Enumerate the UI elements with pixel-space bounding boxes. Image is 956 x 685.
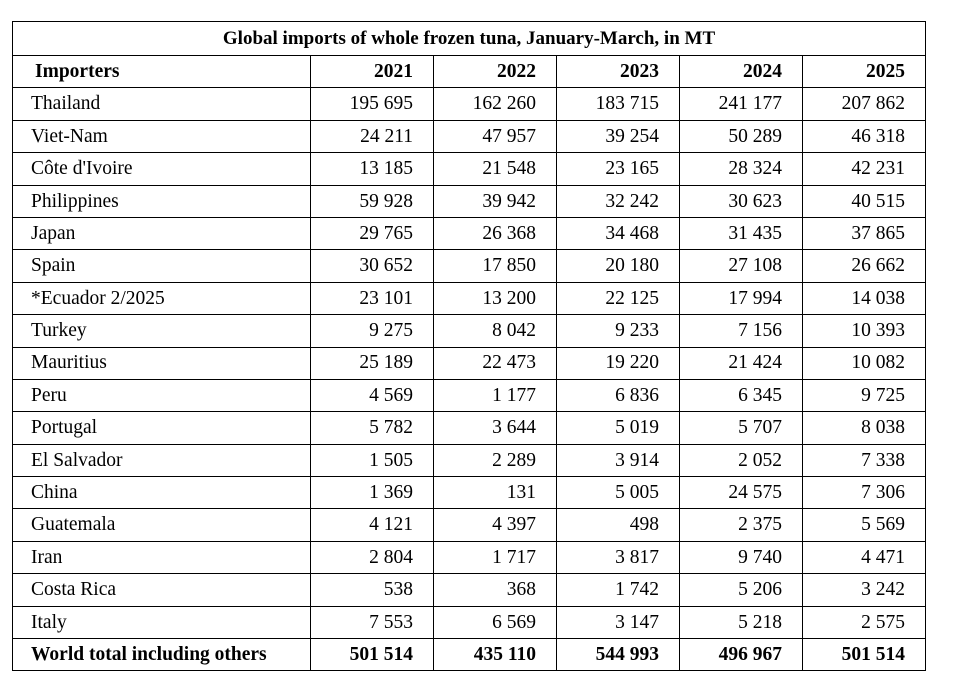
importer-name: Spain [13,250,311,282]
value-cell: 50 289 [680,120,803,152]
value-cell: 27 108 [680,250,803,282]
table-row [13,315,926,347]
importer-name: Peru [13,379,311,411]
value-cell: 5 782 [311,412,434,444]
value-cell: 4 397 [434,509,557,541]
value-cell: 21 424 [680,347,803,379]
total-cell: 501 514 [803,639,926,671]
tuna-imports-table-container [12,21,926,671]
value-cell: 22 473 [434,347,557,379]
value-cell: 23 101 [311,282,434,314]
value-cell: 30 652 [311,250,434,282]
table-row [13,250,926,282]
value-cell: 2 804 [311,541,434,573]
value-cell: 39 942 [434,185,557,217]
value-cell: 1 505 [311,444,434,476]
value-cell: 9 725 [803,379,926,411]
value-cell: 2 575 [803,606,926,638]
importer-name: Italy [13,606,311,638]
importer-name: El Salvador [13,444,311,476]
title-row [13,22,926,56]
value-cell: 26 368 [434,217,557,249]
value-cell: 25 189 [311,347,434,379]
importer-name: Thailand [13,88,311,120]
importer-name: Costa Rica [13,574,311,606]
table-body [13,88,926,639]
table-row [13,347,926,379]
importer-name: Viet-Nam [13,120,311,152]
table-row [13,88,926,120]
value-cell: 2 052 [680,444,803,476]
importer-name: Mauritius [13,347,311,379]
value-cell: 21 548 [434,153,557,185]
importer-name: Iran [13,541,311,573]
table-row [13,574,926,606]
importer-name: Portugal [13,412,311,444]
table-row [13,509,926,541]
total-cell: 544 993 [557,639,680,671]
value-cell: 32 242 [557,185,680,217]
importer-name: Philippines [13,185,311,217]
value-cell: 17 994 [680,282,803,314]
importer-name: Côte d'Ivoire [13,153,311,185]
tuna-imports-table [12,21,926,671]
header-2023: 2023 [557,56,680,88]
value-cell: 5 019 [557,412,680,444]
value-cell: 13 185 [311,153,434,185]
value-cell: 3 817 [557,541,680,573]
value-cell: 34 468 [557,217,680,249]
value-cell: 3 914 [557,444,680,476]
importer-name: China [13,477,311,509]
importer-name: Japan [13,217,311,249]
value-cell: 9 275 [311,315,434,347]
value-cell: 162 260 [434,88,557,120]
value-cell: 8 042 [434,315,557,347]
importer-name: *Ecuador 2/2025 [13,282,311,314]
value-cell: 2 289 [434,444,557,476]
header-2025: 2025 [803,56,926,88]
value-cell: 6 836 [557,379,680,411]
value-cell: 13 200 [434,282,557,314]
total-cell: 501 514 [311,639,434,671]
value-cell: 37 865 [803,217,926,249]
value-cell: 22 125 [557,282,680,314]
value-cell: 46 318 [803,120,926,152]
table-row [13,444,926,476]
table-row [13,379,926,411]
table-row [13,185,926,217]
value-cell: 7 338 [803,444,926,476]
header-2021: 2021 [311,56,434,88]
table-title: Global imports of whole frozen tuna, January-March, in MT [13,22,926,56]
value-cell: 6 345 [680,379,803,411]
value-cell: 207 862 [803,88,926,120]
table-row [13,153,926,185]
value-cell: 7 553 [311,606,434,638]
value-cell: 2 375 [680,509,803,541]
value-cell: 9 233 [557,315,680,347]
value-cell: 4 569 [311,379,434,411]
value-cell: 9 740 [680,541,803,573]
value-cell: 3 644 [434,412,557,444]
table-row [13,120,926,152]
value-cell: 5 005 [557,477,680,509]
table-head [13,22,926,88]
value-cell: 39 254 [557,120,680,152]
value-cell: 20 180 [557,250,680,282]
table-foot [13,639,926,671]
value-cell: 498 [557,509,680,541]
table-row [13,606,926,638]
value-cell: 26 662 [803,250,926,282]
value-cell: 5 218 [680,606,803,638]
value-cell: 24 211 [311,120,434,152]
value-cell: 4 121 [311,509,434,541]
value-cell: 7 306 [803,477,926,509]
value-cell: 10 393 [803,315,926,347]
value-cell: 183 715 [557,88,680,120]
value-cell: 14 038 [803,282,926,314]
table-row [13,282,926,314]
value-cell: 1 369 [311,477,434,509]
value-cell: 42 231 [803,153,926,185]
value-cell: 10 082 [803,347,926,379]
value-cell: 40 515 [803,185,926,217]
value-cell: 5 707 [680,412,803,444]
value-cell: 23 165 [557,153,680,185]
value-cell: 30 623 [680,185,803,217]
value-cell: 131 [434,477,557,509]
total-label: World total including others [13,639,311,671]
value-cell: 5 569 [803,509,926,541]
table-row [13,477,926,509]
header-row [13,56,926,88]
value-cell: 195 695 [311,88,434,120]
total-cell: 496 967 [680,639,803,671]
importer-name: Guatemala [13,509,311,541]
value-cell: 368 [434,574,557,606]
total-row [13,639,926,671]
header-2024: 2024 [680,56,803,88]
importer-name: Turkey [13,315,311,347]
value-cell: 8 038 [803,412,926,444]
value-cell: 4 471 [803,541,926,573]
value-cell: 538 [311,574,434,606]
value-cell: 3 147 [557,606,680,638]
table-row [13,412,926,444]
value-cell: 1 717 [434,541,557,573]
value-cell: 6 569 [434,606,557,638]
value-cell: 47 957 [434,120,557,152]
value-cell: 31 435 [680,217,803,249]
value-cell: 1 742 [557,574,680,606]
total-cell: 435 110 [434,639,557,671]
value-cell: 7 156 [680,315,803,347]
value-cell: 1 177 [434,379,557,411]
header-2022: 2022 [434,56,557,88]
table-row [13,217,926,249]
value-cell: 24 575 [680,477,803,509]
value-cell: 241 177 [680,88,803,120]
table-row [13,541,926,573]
value-cell: 28 324 [680,153,803,185]
value-cell: 19 220 [557,347,680,379]
header-importers: Importers [13,56,311,88]
value-cell: 59 928 [311,185,434,217]
value-cell: 17 850 [434,250,557,282]
value-cell: 29 765 [311,217,434,249]
value-cell: 3 242 [803,574,926,606]
value-cell: 5 206 [680,574,803,606]
